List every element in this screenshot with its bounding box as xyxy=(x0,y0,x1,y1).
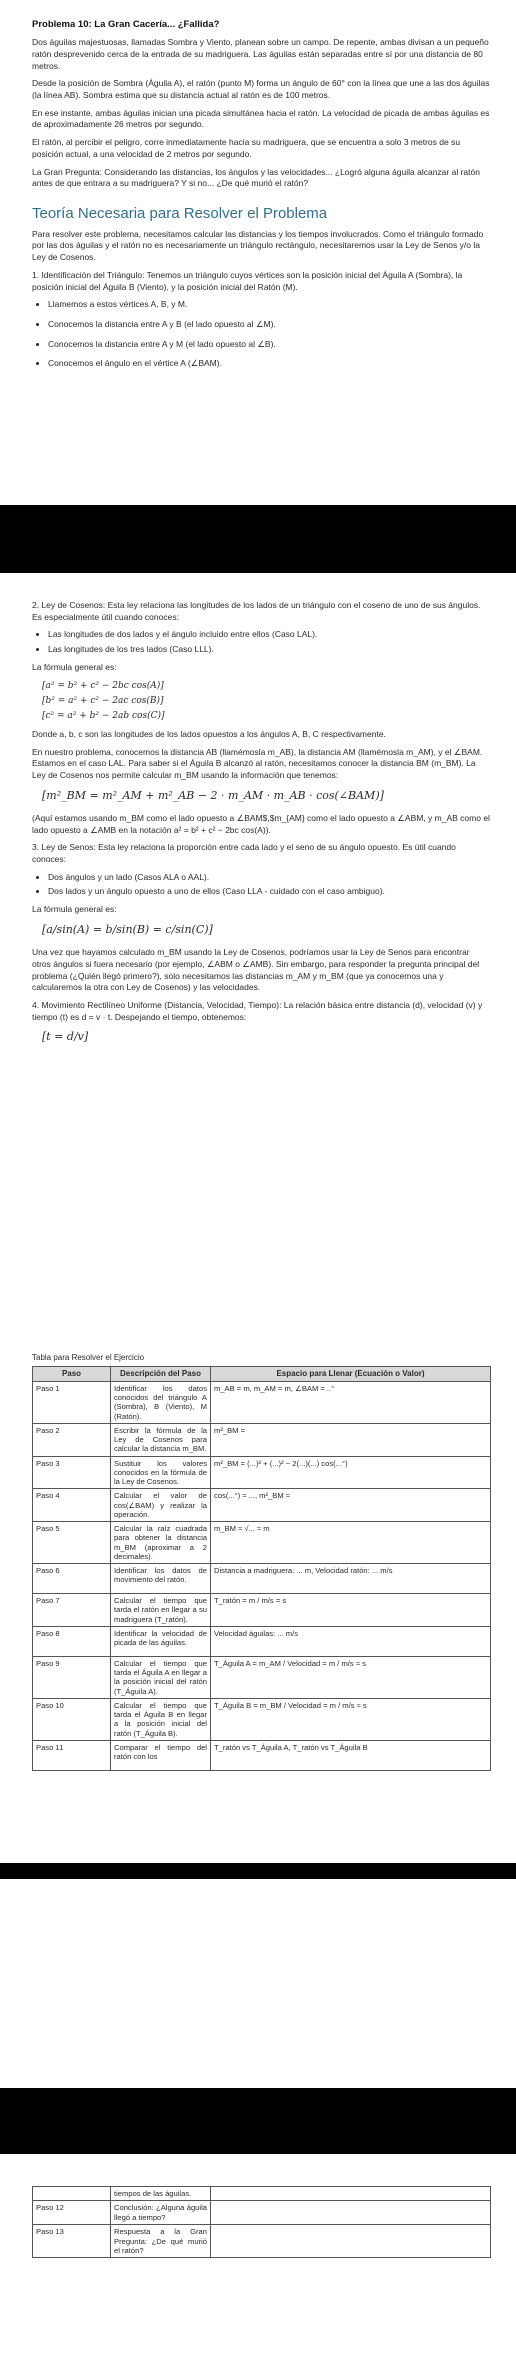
variables-note: Donde a, b, c son las longitudes de los lados opuestos a los ángulos A, B, C respectivamente. xyxy=(32,728,386,739)
table-cell: Paso 11 xyxy=(33,1740,111,1770)
exercise-table-continued xyxy=(32,2186,491,2258)
table-row xyxy=(33,2201,491,2225)
table-row xyxy=(33,1489,491,1522)
bullet-item: • Dos lados y un ángulo opuesto a uno de ellos (Caso LLA - cuidado con el caso ambiguo). xyxy=(48,886,490,898)
table-cell: tiempos de las águilas. xyxy=(111,2187,211,2201)
bullet-item: • Conocemos la distancia entre A y B (el lado opuesto al ∠M). xyxy=(48,319,490,331)
table-cell: Paso 13 xyxy=(33,2225,111,2258)
table-row xyxy=(33,1456,491,1489)
big-question: La Gran Pregunta: Considerando las distancias, los ángulos y las velocidades... ¿Logró alguna águila alcanzar al ratón antes de que entrara a su madriguera? Y si no... ¿De qué murió el ratón? xyxy=(32,166,480,189)
bullet-item: • Conocemos el ángulo en el vértice A (∠BAM). xyxy=(48,358,490,370)
bullet-item: • Llamemos a estos vértices A, B, y M. xyxy=(48,299,490,311)
table-cell: Sustituir los valores conocidos en la fórmula de la Ley de Cosenos. xyxy=(111,1456,211,1489)
table-cell: Paso 9 xyxy=(33,1656,111,1698)
table-row xyxy=(33,1564,491,1594)
table-cell: Paso 4 xyxy=(33,1489,111,1522)
step-1-text: 1. Identificación del Triángulo: Tenemos un triángulo cuyos vértices son la posición inicial del Águila A (Sombra), la posición inicial del Águila B (Viento), y la posición inicial del Ratón (M). xyxy=(32,269,463,292)
table-cell: Comparar el tiempo del ratón con los xyxy=(111,1740,211,1770)
table-cell: Calcular el tiempo que tarda el ratón en llegar a su madriguera (T_ratón). xyxy=(111,1594,211,1627)
table-cell: Calcular el tiempo que tarda el Águila B en llegar a la posición inicial del ratón (T_Águila B). xyxy=(111,1698,211,1740)
table-row xyxy=(33,2187,491,2201)
formula: [c² = a² + b² − 2ab cos(C)] xyxy=(42,711,165,722)
black-separator xyxy=(0,2088,516,2154)
problem-paragraph: Dos águilas majestuosas, llamadas Sombra y Viento, planean sobre un campo. De repente, ambas divisan a un pequeño ratón desprevenido cerca de la entrada de su madriguera. Las águilas están separadas entre sí por una distancia de 80 metros. xyxy=(32,37,489,71)
column-header: Descripción del Paso xyxy=(111,1367,211,1382)
table-cell: Distancia a madriguera: ... m, Velocidad ratón: ... m/s xyxy=(211,1564,491,1594)
after-text: Una vez que hayamos calculado m_BM usando la Ley de Cosenos, podríamos usar la Ley de Senos para encontrar otros ángulos si fuera necesario (por ejemplo, ∠ABM o ∠AMB). Sin embargo, para responder la pregunta principal del problema (¿Quién llegó primero?), solo necesitamos las distancias m_AM y m_BM (que ya conocemos una y calcularemos la otra con Ley de Cosenos) y las velocidades. xyxy=(32,947,480,993)
bullet-item: • Conocemos la distancia entre A y M (el lado opuesto al ∠B). xyxy=(48,339,490,351)
bullet-item: • Las longitudes de los tres lados (Caso LLL). xyxy=(48,644,490,656)
table-cell: Paso 6 xyxy=(33,1564,111,1594)
law-of-sines-text: 3. Ley de Senos: Esta ley relaciona la proporción entre cada lado y el seno de su ángulo opuesto. Es útil cuando conoces: xyxy=(32,842,456,865)
table-cell: m²_BM = (...)² + (...)² − 2(...)(...) cos(...°) xyxy=(211,1456,491,1489)
exercise-table xyxy=(32,1366,491,1771)
table-row xyxy=(33,1381,491,1423)
table-section xyxy=(32,1352,490,1771)
table-cell: Paso 1 xyxy=(33,1381,111,1423)
theory-intro: Para resolver este problema, necesitamos calcular las distancias y los tiempos involucrados. Como el triángulo formado por las dos águilas y el ratón no es necesariamente un triángulo rectángulo, necesitaremos usar la Ley de Senos y/o la Ley de Cosenos. xyxy=(32,228,484,263)
black-separator xyxy=(0,505,516,573)
table-cell: T_ratón vs T_Águila A, T_ratón vs T_Águila B xyxy=(211,1740,491,1770)
table-cell: Paso 7 xyxy=(33,1594,111,1627)
table-row xyxy=(33,1423,491,1456)
notation-note: (Aquí estamos usando m_BM como el lado opuesto a ∠BAM$,$m_{AM} como el lado opuesto a ∠ABM, y m_AB como el lado opuesto a ∠AMB en la notación a² = b² + c² − 2bc cos(A)). xyxy=(32,812,490,835)
formula: [t = d/v] xyxy=(42,1030,89,1044)
problem-title: Problema 10: La Gran Cacería... ¿Fallida? xyxy=(32,19,220,30)
column-header: Paso xyxy=(33,1367,111,1382)
table-cell: Respuesta a la Gran Pregunta: ¿De qué murió el ratón? xyxy=(111,2225,211,2258)
black-separator xyxy=(0,1863,516,1879)
table-cell: Identificar los datos de movimiento del ratón. xyxy=(111,1564,211,1594)
column-header: Espacio para Llenar (Ecuación o Valor) xyxy=(211,1367,491,1382)
table-cell: Paso 2 xyxy=(33,1423,111,1456)
table-cell: m_BM ≈ √... ≈ m xyxy=(211,1522,491,1564)
table-section-continued xyxy=(32,2186,490,2258)
table-cell: Calcular el valor de cos(∠BAM) y realizar la operación. xyxy=(111,1489,211,1522)
formula: [b² = a² + c² − 2ac cos(B)] xyxy=(42,696,164,706)
table-row xyxy=(33,1698,491,1740)
table-row xyxy=(33,1626,491,1656)
table-row xyxy=(33,1656,491,1698)
case-text: En nuestro problema, conocemos la distancia AB (llamémosla m_AB), la distancia AM (llamémosla m_AM), y el ∠BAM. Estamos en el caso LAL. Para saber si el Águila B alcanzó al ratón, necesitamos conocer la distancia BM (m_BM). La Ley de Cosenos nos permite calcular m_BM usando la información que tenemos: xyxy=(32,746,483,780)
bullet-item: • Dos ángulos y un lado (Casos ALA o AAL). xyxy=(48,872,490,884)
law-of-cosines-text: 2. Ley de Cosenos: Esta ley relaciona las longitudes de los lados de un triángulo con el coseno de uno de sus ángulos. Es especialmente útil cuando conoces: xyxy=(32,600,481,622)
table-row xyxy=(33,2225,491,2258)
formula: [a/sin(A) = b/sin(B) = c/sin(C)] xyxy=(42,922,213,936)
table-cell: Velocidad águilas: ... m/s xyxy=(211,1626,491,1656)
table-cell: Conclusión: ¿Alguna águila llegó a tiempo? xyxy=(111,2201,211,2225)
table-cell xyxy=(33,2187,111,2201)
table-cell: Paso 3 xyxy=(33,1456,111,1489)
motion-text: 4. Movimiento Rectilíneo Uniforme (Distancia, Velocidad, Tiempo): La relación básica entre distancia (d), velocidad (v) y tiempo (t) es d = v · t. Despejando el tiempo, obtenemos: xyxy=(32,999,483,1022)
bullet-item: • Las longitudes de dos lados y el ángulo incluido entre ellos (Caso LAL). xyxy=(48,629,490,641)
table-cell: Identificar la velocidad de picada de las águilas. xyxy=(111,1626,211,1656)
problem-paragraph: El ratón, al percibir el peligro, corre inmediatamente hacia su madriguera, que se encuentra a solo 3 metros de su posición actual, a una velocidad de 2 metros por segundo. xyxy=(32,137,461,159)
table-cell: Identificar los datos conocidos del triángulo A (Sombra), B (Viento), M (Ratón). xyxy=(111,1381,211,1423)
table-row xyxy=(33,1594,491,1627)
table-cell: Paso 10 xyxy=(33,1698,111,1740)
table-row xyxy=(33,1740,491,1770)
table-cell: Calcular la raíz cuadrada para obtener la distancia m_BM (aproximar a 2 decimales). xyxy=(111,1522,211,1564)
table-row xyxy=(33,1522,491,1564)
table-caption: Tabla para Resolver el Ejercicio xyxy=(32,1353,145,1362)
formula: [a² = b² + c² − 2bc cos(A)] xyxy=(42,680,164,691)
table-cell: m²_BM = xyxy=(211,1423,491,1456)
theory-heading: Teoría Necesaria para Resolver el Problema xyxy=(32,205,328,223)
theory-section xyxy=(32,600,490,1055)
table-cell: m_AB = m, m_AM = m, ∠BAM = ..° xyxy=(211,1381,491,1423)
problem-paragraph: En ese instante, ambas águilas inician una picada simultánea hacia el ratón. La velocidad de picada de ambas águilas es de aproximadamente 26 metros por segundo. xyxy=(32,107,490,130)
table-cell: T_Águila B = m_BM / Velocidad = m / m/s ≈ s xyxy=(211,1698,491,1740)
table-cell xyxy=(211,2201,491,2225)
table-cell xyxy=(211,2187,491,2201)
table-cell: Paso 5 xyxy=(33,1522,111,1564)
table-cell xyxy=(211,2225,491,2258)
formula-label: La fórmula general es: xyxy=(32,904,117,915)
table-cell: Paso 12 xyxy=(33,2201,111,2225)
table-cell: T_Águila A = m_AM / Velocidad = m / m/s ≈ s xyxy=(211,1656,491,1698)
problem-paragraph: Desde la posición de Sombra (Águila A), el ratón (punto M) forma un ángulo de 60° con la línea que une a las dos águilas (la línea AB). Sombra estima que su distancia actual al ratón es de 100 metros. xyxy=(32,78,490,100)
table-cell: Paso 8 xyxy=(33,1626,111,1656)
table-cell: T_ratón = m / m/s = s xyxy=(211,1594,491,1627)
table-cell: Calcular el tiempo que tarda el Águila A en llegar a la posición inicial del ratón (T_Águila A). xyxy=(111,1656,211,1698)
problem-section xyxy=(32,18,490,378)
formula: [m²_BM = m²_AM + m²_AB − 2 · m_AM · m_AB · cos(∠BAM)] xyxy=(42,788,384,802)
table-cell: cos(...°) ≈ ..., m²_BM ≈ xyxy=(211,1489,491,1522)
table-cell: Escribir la fórmula de la Ley de Cosenos para calcular la distancia m_BM. xyxy=(111,1423,211,1456)
formula-label: La fórmula general es: xyxy=(32,661,117,672)
